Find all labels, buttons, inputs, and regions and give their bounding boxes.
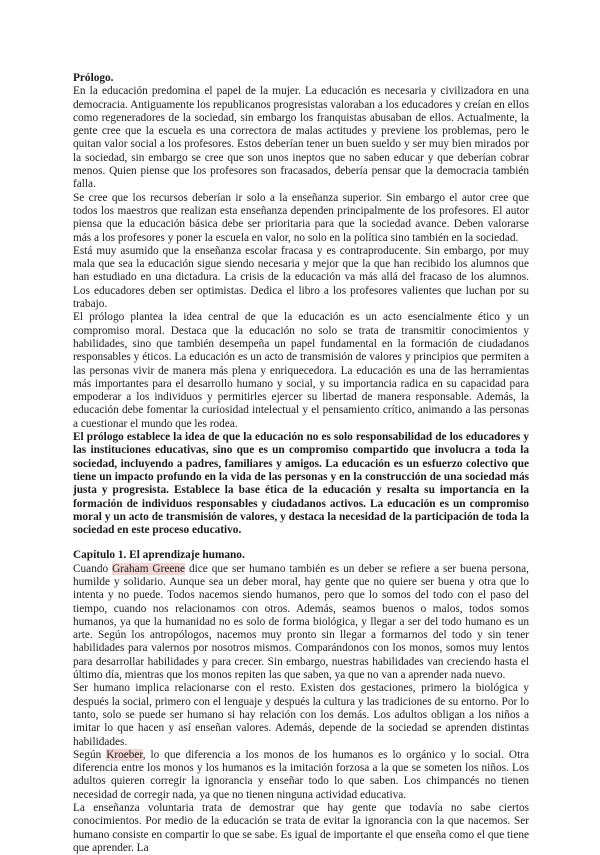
highlighted-name-graham-greene: Graham Greene <box>112 562 186 575</box>
prologue-paragraph-4: El prólogo plantea la idea central de que la educación es un acto esencialmente ético y un compromiso moral. Destaca que la educación no solo se trata de transmitir conocimientos y habilidades, sino que también desempeña un papel fundamental en la formación de ciudadanos responsables y éticos. La educación es un acto de transmisión de valores y principios que permiten a las personas vivir de manera más plena y enriquecedora. La educación es una de las herramientas más importantes para el desarrollo humano y social, y su importancia radica en su capacidad para empoderar a los individuos y permitirles ejercer su libertad de manera responsable. Además, la educación debe fomentar la curiosidad intelectual y el pensamiento crítico, animando a las personas a cuestionar el mundo que les rodea. <box>73 311 529 430</box>
prologue-paragraph-2: Se cree que los recursos deberían ir solo a la enseñanza superior. Sin embargo el autor cree que todos los maestros que realizan esta enseñanza dependen principalmente de los profesores. El autor piensa que la educación básica debe ser prioritaria para que la sociedad avance. Deben valorarse más a los profesores y poner la escuela en valor, no solo en la política sino también en la sociedad. <box>73 191 529 244</box>
prologue-bold-summary: El prólogo establece la idea de que la educación no es solo responsabilidad de los educadores y las instituciones educativas, sino que es un compromiso compartido que involucra a toda la sociedad, incluyendo a padres, familiares y amigos. La educación es un esfuerzo colectivo que tiene un impacto profundo en la vida de las personas y en la construcción de una sociedad más justa y progresista. Establece la base ética de la educación y resalta su importancia en la formación de individuos responsables y ciudadanos activos. La educación es un compromiso moral y un acto de transmisión de valores, y destaca la necesidad de la participación de toda la sociedad en este proceso educativo. <box>73 431 529 537</box>
text-run: Cuando <box>73 562 113 575</box>
prologue-title: Prólogo. <box>73 72 114 84</box>
text-run: Según <box>73 748 107 761</box>
prologue-paragraph-3: Está muy asumido que la enseñanza escolar fracasa y es contraproducente. Sin embargo, por muy mala que sea la educación sigue siendo necesaria y mejor que la que han recibido los alumnos que han estudiado en una dictadura. La crisis de la educación va más allá del fracaso de los alumnos. Los educadores deben ser optimistas. Dedica el libro a los profesores valientes que luchan por su trabajo. <box>73 244 529 311</box>
chapter-1-paragraph-2: Ser humano implica relacionarse con el resto. Existen dos gestaciones, primero la biológica y después la social, primero con el lenguaje y después la cultura y las tradiciones de su entorno. Por lo tanto, solo se puede ser humano si hay relación con los demás. Los adultos obligan a los niños a imitar lo que hacen y así enseñan valores. Además, depende de la sociedad se aprenden distintas habilidades. <box>73 682 529 748</box>
chapter-1-title: Capítulo 1. El aprendizaje humano. <box>73 549 245 562</box>
text-run: dice que ser humano también es un deber se refiere a ser buena persona, humilde y solidario. Aunque sea un deber moral, hay gente que no quiere ser buena y otra que lo intenta y no puede. Todos nacemos siendo humanos, pero que lo somos del todo con el paso del tiempo, cuando nos relacionamos con otros. Además, seamos buenos o malos, todos somos humanos, ya que la humanidad no es solo de forma biológica, y llegar a ser del todo humano es un arte. Según los antropólogos, nacemos muy pronto sin llegar a formarnos del todo y sin tener habilidades para valernos por nosotros mismos. Comparándonos con los monos, somos muy lentos para desarrollar habilidades y para crecer. Sin embargo, nuestras habilidades van creciendo hasta el último día, mientras que los monos repiten las que saben, ya que no van a aprender nada nuevo. <box>73 562 529 682</box>
highlighted-name-kroeber: Kroeber <box>106 748 143 761</box>
chapter-1-paragraph-1 <box>73 563 529 683</box>
chapter-1-paragraph-3 <box>73 749 529 802</box>
document-page <box>73 72 529 855</box>
section-spacer <box>73 537 529 549</box>
text-run: , lo que diferencia a los monos de los humanos es lo orgánico y lo social. Otra diferencia entre los monos y los humanos es la imitación forzosa a la que se someten los niños. Los adultos quieren corregir la ignorancia y enseñar todo lo que saben. Los chimpancés no tienen necesidad de corregir nada, ya que no tienen ninguna actividad educativa. <box>73 748 529 801</box>
chapter-1-paragraph-4: La enseñanza voluntaria trata de demostrar que hay gente que todavía no sabe ciertos conocimientos. Por medio de la educación se trata de evitar la ignorancia con la que nacemos. Ser humano consiste en compartir lo que se sabe. Es igual de importante el que enseña como el que tiene que aprender. La <box>73 802 529 854</box>
prologue-paragraph-1: En la educación predomina el papel de la mujer. La educación es necesaria y civilizadora en una democracia. Antiguamente los republicanos progresistas valoraban a los educadores y creían en ellos como regeneradores de la sociedad, sin embargo los franquistas abusaban de ellos. Actualmente, la gente cree que la escuela es una correctora de malas actitudes y previene los problemas, pero le quitan valor social a los profesores. Estos deberían tener un buen sueldo y ser muy bien mirados por la sociedad, sin embargo se cree que son unos ineptos que no saben educar y que deberían cobrar menos. Quien piense que los profesores son fracasados, debería pensar que la democracia también falla. <box>73 85 529 191</box>
